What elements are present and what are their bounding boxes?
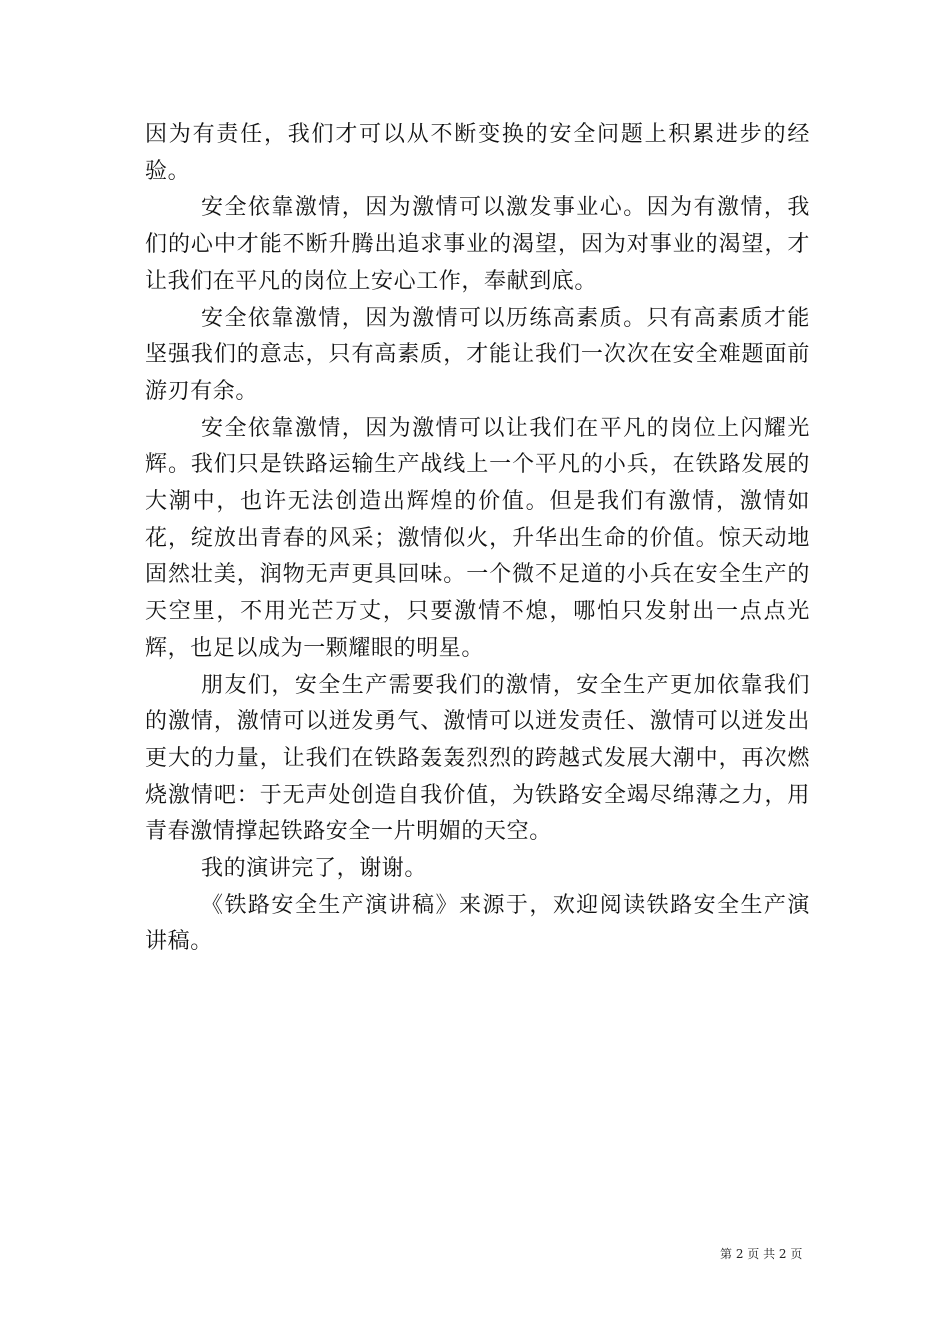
paragraph: 朋友们，安全生产需要我们的激情，安全生产更加依靠我们的激情，激情可以迸发勇气、激情可以迸发责任、激情可以迸发出更大的力量，让我们在铁路轰轰烈烈的跨越式发展大潮中，再次燃烧激情吧：于无声处创造自我价值，为铁路安全竭尽绵薄之力，用青春激情撑起铁路安全一片明媚的天空。 (145, 672, 810, 845)
paragraph: 我的演讲完了，谢谢。 (201, 856, 428, 882)
paragraph: 因为有责任，我们才可以从不断变换的安全问题上积累进步的经验。 (145, 122, 810, 184)
paragraph: 《铁路安全生产演讲稿》来源于，欢迎阅读铁路安全生产演讲稿。 (145, 892, 810, 955)
paragraph: 安全依靠激情，因为激情可以历练高素质。只有高素质才能坚强我们的意志，只有高素质，才能让我们一次次在安全难题面前游刃有余。 (145, 305, 810, 404)
page-number-footer: 第 2 页 共 2 页 (720, 1247, 803, 1261)
paragraph: 安全依靠激情，因为激情可以激发事业心。因为有激情，我们的心中才能不断升腾出追求事业的渴望，因为对事业的渴望，才让我们在平凡的岗位上安心工作，奉献到底。 (145, 195, 810, 294)
paragraph: 安全依靠激情，因为激情可以让我们在平凡的岗位上闪耀光辉。我们只是铁路运输生产战线上一个平凡的小兵，在铁路发展的大潮中，也许无法创造出辉煌的价值。但是我们有激情，激情如花，绽放出青春的风采；激情似火，升华出生命的价值。惊天动地固然壮美，润物无声更具回味。一个微不足道的小兵在安全生产的天空里，不用光芒万丈，只要激情不熄，哪怕只发射出一点点光辉，也足以成为一颗耀眼的明星。 (145, 415, 810, 661)
document-body (145, 117, 810, 961)
